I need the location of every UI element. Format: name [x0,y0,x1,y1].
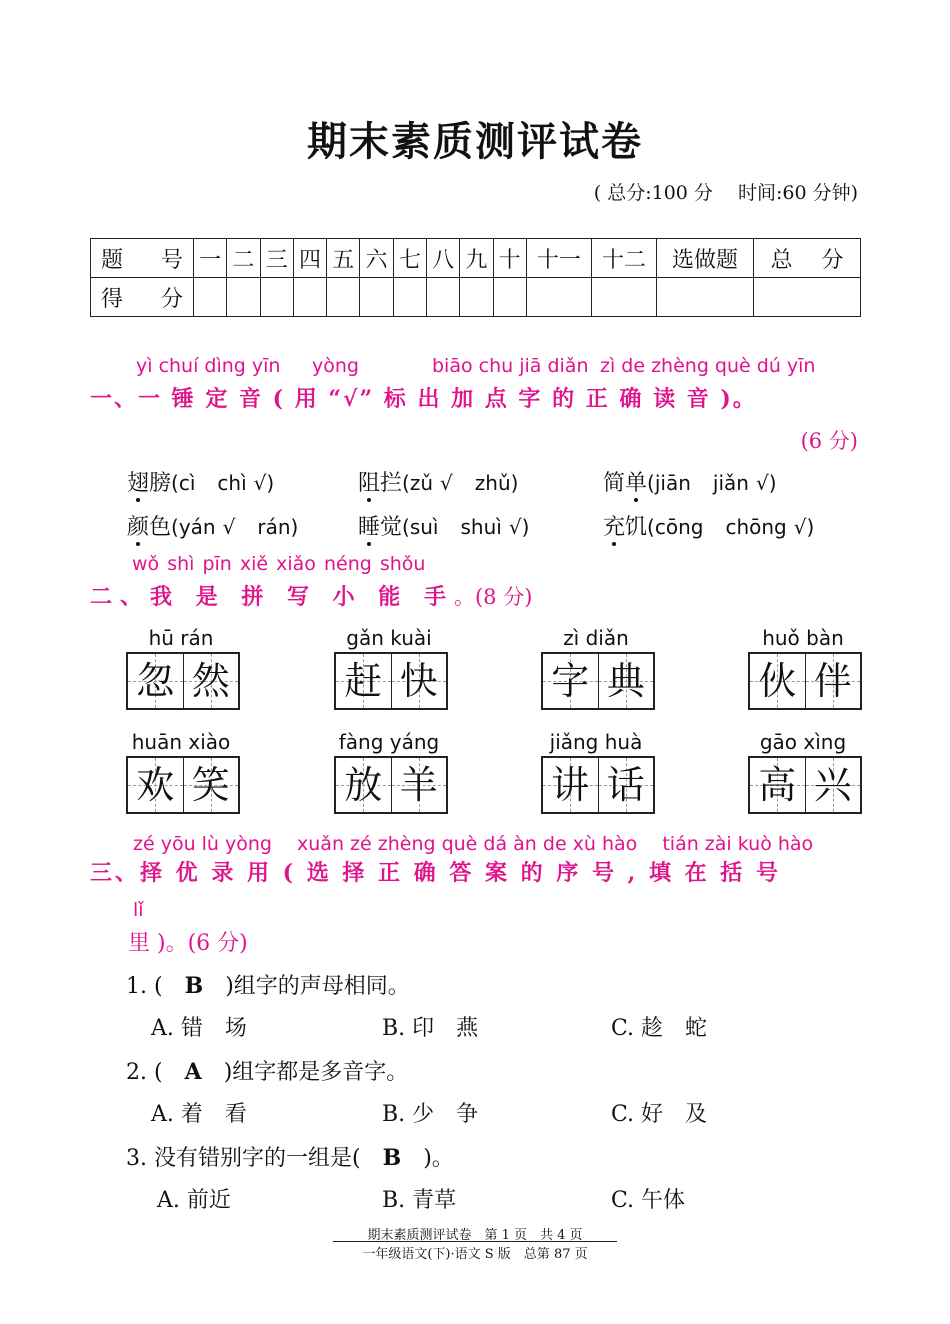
score-table [90,238,861,317]
score-col: 选做题 [657,239,754,278]
s2-heading: 二、我 是 拼 写 小 能 手 [90,584,454,610]
s2-word-pinyin: hū rán [148,626,214,650]
score-cell[interactable] [753,278,860,317]
s1-pinyin-4: zì de zhèng què dú yīn [600,355,816,377]
s2-word-pinyin: huǒ bàn [762,626,844,650]
s3-heading-2: 里 )。(6 分) [128,931,248,956]
q2-option-b: B. 少 争 [382,1102,479,1127]
q3-option-b: B. 青草 [382,1188,457,1213]
s1-pinyin-2: yòng [312,355,359,377]
s2-word-grid: 赶 快 [334,652,448,710]
s2-pinyin: wǒ shì pīn xiě xiǎo néng shǒu [132,553,426,575]
q1-option-c: C. 趁 蛇 [611,1016,708,1041]
s1-item-3: 简单(jiān jiǎn √) [603,471,777,496]
answer-1[interactable]: B [184,973,204,999]
question-2: 2. ( A )组字都是多音字。 [126,1059,409,1085]
score-cell[interactable] [327,278,360,317]
q3-option-c: C. 午体 [611,1188,686,1213]
s1-pinyin-1: yì chuí dìng yīn [136,355,281,377]
q3-option-a: A. 前近 [157,1188,231,1213]
s2-word-grid: 讲 话 [541,756,655,814]
s2-word-pinyin: jiǎng huà [549,730,643,754]
score-col: 总 分 [753,239,860,278]
question-3: 3. 没有错别字的一组是( B )。 [126,1145,454,1171]
score-col: 十 [493,239,526,278]
score-cell[interactable] [260,278,293,317]
score-col: 九 [460,239,493,278]
answer-3[interactable]: B [382,1145,402,1171]
footer-line-1: 期末素质测评试卷 第 1 页 共 4 页 [367,1228,583,1243]
s1-item-1: 翅膀(cì chì √) [127,471,275,496]
score-col: 八 [426,239,459,278]
answer-2[interactable]: A [184,1059,202,1085]
score-col: 三 [260,239,293,278]
q2-option-a: A. 着 看 [151,1102,247,1127]
score-cell[interactable] [360,278,393,317]
s2-word-grid: 忽 然 [126,652,240,710]
s2-word-grid: 放 羊 [334,756,448,814]
score-col: 二 [227,239,260,278]
s1-heading: 一、一 锤 定 音 ( 用 “√” 标 出 加 点 字 的 正 确 读 音 )。 [90,386,757,412]
s2-word-pinyin: huān xiào [131,730,231,754]
s1-pinyin-3: biāo chu jiā diǎn [432,355,589,377]
s1-item-6: 充饥(cōng chōng √) [603,515,815,540]
score-cell[interactable] [227,278,260,317]
question-1: 1. ( B )组字的声母相同。 [126,973,410,999]
score-col: 七 [393,239,426,278]
score-value-row [91,278,861,317]
score-cell[interactable] [293,278,326,317]
score-col: 一 [194,239,227,278]
score-cell[interactable] [591,278,656,317]
footer-divider [333,1241,617,1242]
s2-word-grid: 高 兴 [748,756,862,814]
score-col: 十一 [526,239,591,278]
s2-word-pinyin: fàng yáng [338,730,440,754]
s2-points: 。(8 分) [453,585,533,609]
q1-option-a: A. 错 场 [151,1016,247,1041]
s3-pinyin-2: lǐ [133,899,144,921]
q2-option-c: C. 好 及 [611,1102,708,1127]
s2-word-pinyin: zì diǎn [563,626,629,650]
score-cell[interactable] [426,278,459,317]
score-col: 四 [293,239,326,278]
s1-item-5: 睡觉(suì shuì √) [358,515,530,540]
score-cell[interactable] [194,278,227,317]
s1-item-2: 阻拦(zǔ √ zhǔ) [358,471,519,496]
s1-item-4: 颜色(yán √ rán) [127,515,299,540]
s3-heading: 三、择 优 录 用 ( 选 择 正 确 答 案 的 序 号 , 填 在 括 号 [90,860,781,886]
score-cell[interactable] [657,278,754,317]
score-cell[interactable] [393,278,426,317]
s2-word-pinyin: gǎn kuài [346,626,432,650]
score-cell[interactable] [460,278,493,317]
footer-line-2: 一年级语文(下)·语文 S 版 总第 87 页 [362,1247,588,1262]
score-cell[interactable] [526,278,591,317]
page-title: 期末素质测评试卷 [307,118,643,165]
score-header-row [91,239,861,278]
score-row1-label: 题 号 [91,239,194,278]
q1-option-b: B. 印 燕 [382,1016,479,1041]
score-col: 十二 [591,239,656,278]
s3-pinyin: zé yōu lù yòng xuǎn zé zhèng què dá àn de xù hào tián zài kuò hào [133,833,814,855]
s2-heading-line [90,580,532,611]
score-row2-label: 得 分 [91,278,194,317]
score-cell[interactable] [493,278,526,317]
s1-points: (6 分) [800,429,858,453]
s2-word-grid: 伙 伴 [748,652,862,710]
exam-meta: ( 总分:100 分 时间:60 分钟) [593,182,858,204]
s2-word-pinyin: gāo xìng [759,730,847,754]
score-col: 五 [327,239,360,278]
s2-word-grid: 欢 笑 [126,756,240,814]
score-col: 六 [360,239,393,278]
s2-word-grid: 字 典 [541,652,655,710]
